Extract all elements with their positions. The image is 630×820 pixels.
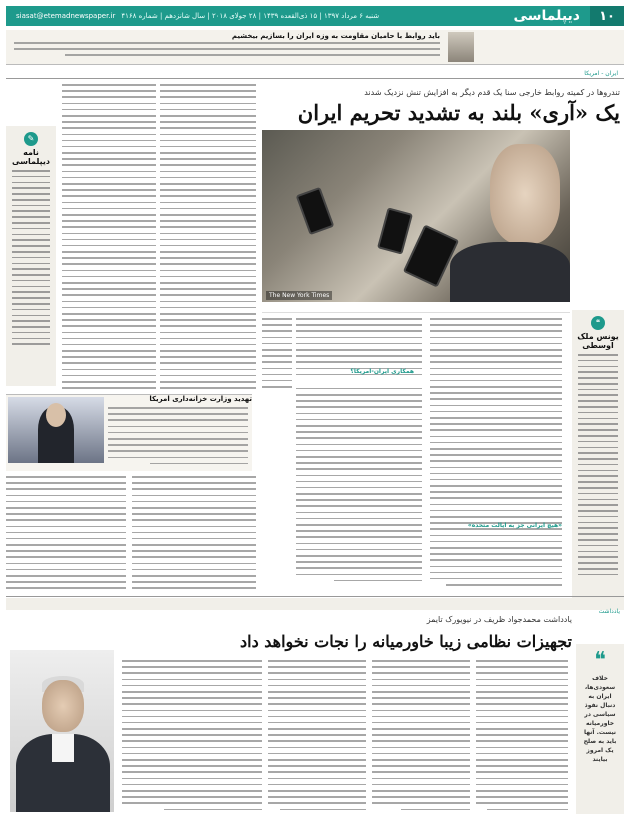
section-tag-main: ایران - امریکا — [584, 70, 618, 77]
phone-icon — [296, 187, 335, 235]
page-number: ۱۰ — [590, 6, 624, 26]
mnuchin-photo — [8, 397, 104, 463]
article-headline: یک «آری» بلند به تشدید تحریم ایران — [297, 100, 620, 125]
author-photo — [448, 32, 474, 62]
main-photo — [262, 130, 570, 302]
issue-date: شنبه ۶ مرداد ۱۳۹۷ | ۱۵ ذی‌القعده ۱۴۳۹ | ۲۸ جولای ۲۰۱۸ | سال شانزدهم | شماره ۴۱۶۸ — [121, 12, 380, 20]
section-name: دیپلماسی — [513, 8, 580, 24]
article-column — [262, 318, 292, 592]
zarif-photo — [10, 650, 114, 812]
commentary-text — [14, 42, 440, 62]
article-subhead: «هیچ ایرانی جز به ایالت متحده» — [467, 522, 562, 529]
sidebar-right-title: یونس ملک اوسطی — [577, 332, 619, 350]
divider — [6, 78, 624, 79]
pull-quote-box — [576, 644, 624, 814]
article-column — [132, 476, 256, 594]
phone-icon — [377, 207, 413, 254]
article-column — [160, 84, 256, 390]
bottom-section-bar — [6, 598, 624, 615]
article-subhead: همکاری ایران-امریکا؟ — [350, 368, 414, 375]
note-icon: ✎ — [24, 132, 38, 146]
senator-suit — [450, 242, 570, 302]
article-kicker: تندروها در کمیته روابط خارجی سنا یک قدم دیگر به افزایش تنش نزدیک شدند — [364, 88, 620, 97]
divider — [6, 596, 624, 597]
website-link[interactable]: siasat@etemadnewspaper.ir — [16, 12, 116, 20]
senator-face — [490, 144, 560, 244]
article-column — [122, 660, 262, 814]
photo-caption-line — [262, 306, 570, 313]
section-tag-bottom: یادداشت — [598, 608, 620, 615]
article-column — [6, 476, 126, 594]
article-column — [62, 84, 156, 390]
quote-icon: ❝ — [591, 316, 605, 330]
article-column — [268, 660, 366, 814]
threat-title: تهدید وزارت خزانه‌داری امریکا — [149, 395, 252, 403]
bottom-kicker: یادداشت محمدجواد ظریف در نیویورک تایمز — [426, 615, 572, 624]
article-column — [296, 318, 422, 592]
article-column — [372, 660, 470, 814]
pull-quote-text: خلاف سعودی‌ها، ایران به دنبال نفوذ سیاسی در خاورمیانه نیست. آنها باید به صلح یک امروز بیایند — [583, 675, 617, 763]
page-header — [6, 6, 624, 26]
quote-mark-icon: ❝ — [594, 648, 606, 673]
article-column — [476, 660, 568, 814]
commentary-strip — [6, 30, 624, 65]
sidebar-left — [6, 126, 56, 386]
photo-credit: The New York Times — [266, 291, 332, 300]
article-column — [430, 318, 562, 592]
bottom-headline: تجهیزات نظامی زیبا خاورمیانه را نجات نخواهد داد — [240, 632, 572, 651]
sidebar-right — [572, 310, 624, 600]
commentary-title: باید روابط با حامیان مقاومت به وزه ایران را بسازیم بیخشیم — [231, 32, 440, 40]
treasury-threat-box — [6, 394, 252, 471]
sidebar-left-title: نامه دیپلماسی — [12, 148, 50, 166]
